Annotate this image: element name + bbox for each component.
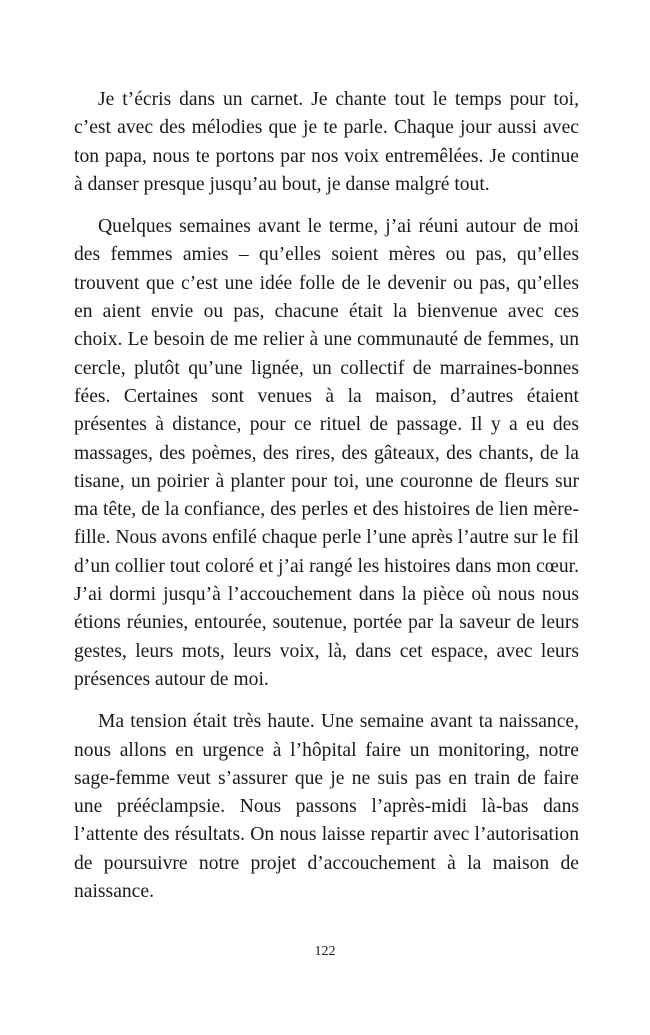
paragraph-tension: Ma tension était très haute. Une semaine avant ta naissance, nous allons en urgence à l’hôpital faire un monitoring, notre sage-femme veut s’assurer que je ne suis pas en train de faire une prééclampsie. Nous passons l’après-midi là-bas dans l’attente des résultats. On nous laisse repartir avec l’autorisation de poursuivre notre projet d’accouchement à la maison de naissance. <box>74 711 579 903</box>
paragraph-carnet: Je t’écris dans un carnet. Je chante tout le temps pour toi, c’est avec des mélodies que je te parle. Chaque jour aussi avec ton papa, nous te portons par nos voix entremêlées. Je continue à danser presque jusqu’au bout, je danse malgré tout. <box>74 89 579 195</box>
paragraph-cercle-de-femmes: Quelques semaines avant le terme, j’ai réuni autour de moi des femmes amies – qu’elles soient mères ou pas, qu’elles trouvent que c’est une idée folle de le devenir ou pas, qu’elles en aient envie ou pas, chacune était la bienvenue avec ces choix. Le besoin de me relier à une communauté de femmes, un cercle, plutôt qu’une lignée, un collectif de marraines-bonnes fées. Certaines sont venues à la maison, d’autres étaient présentes à distance, pour ce rituel de passage. Il y a eu des massages, des poèmes, des rires, des gâteaux, des chants, de la tisane, un poirier à planter pour toi, une couronne de fleurs sur ma tête, de la confiance, des perles et des histoires de lien mère-fille. Nous avons enfilé chaque perle l’une après l’autre sur le fil d’un collier tout coloré et j’ai rangé les histoires dans mon cœur. J’ai dormi jusqu’à l’accouchement dans la pièce où nous nous étions réunies, entourée, soutenue, portée par la saveur de leurs gestes, leurs mots, leurs voix, là, dans cet espace, avec leurs présences autour de moi. <box>74 216 579 690</box>
page-body <box>74 86 579 920</box>
page-number: 122 <box>314 944 336 959</box>
